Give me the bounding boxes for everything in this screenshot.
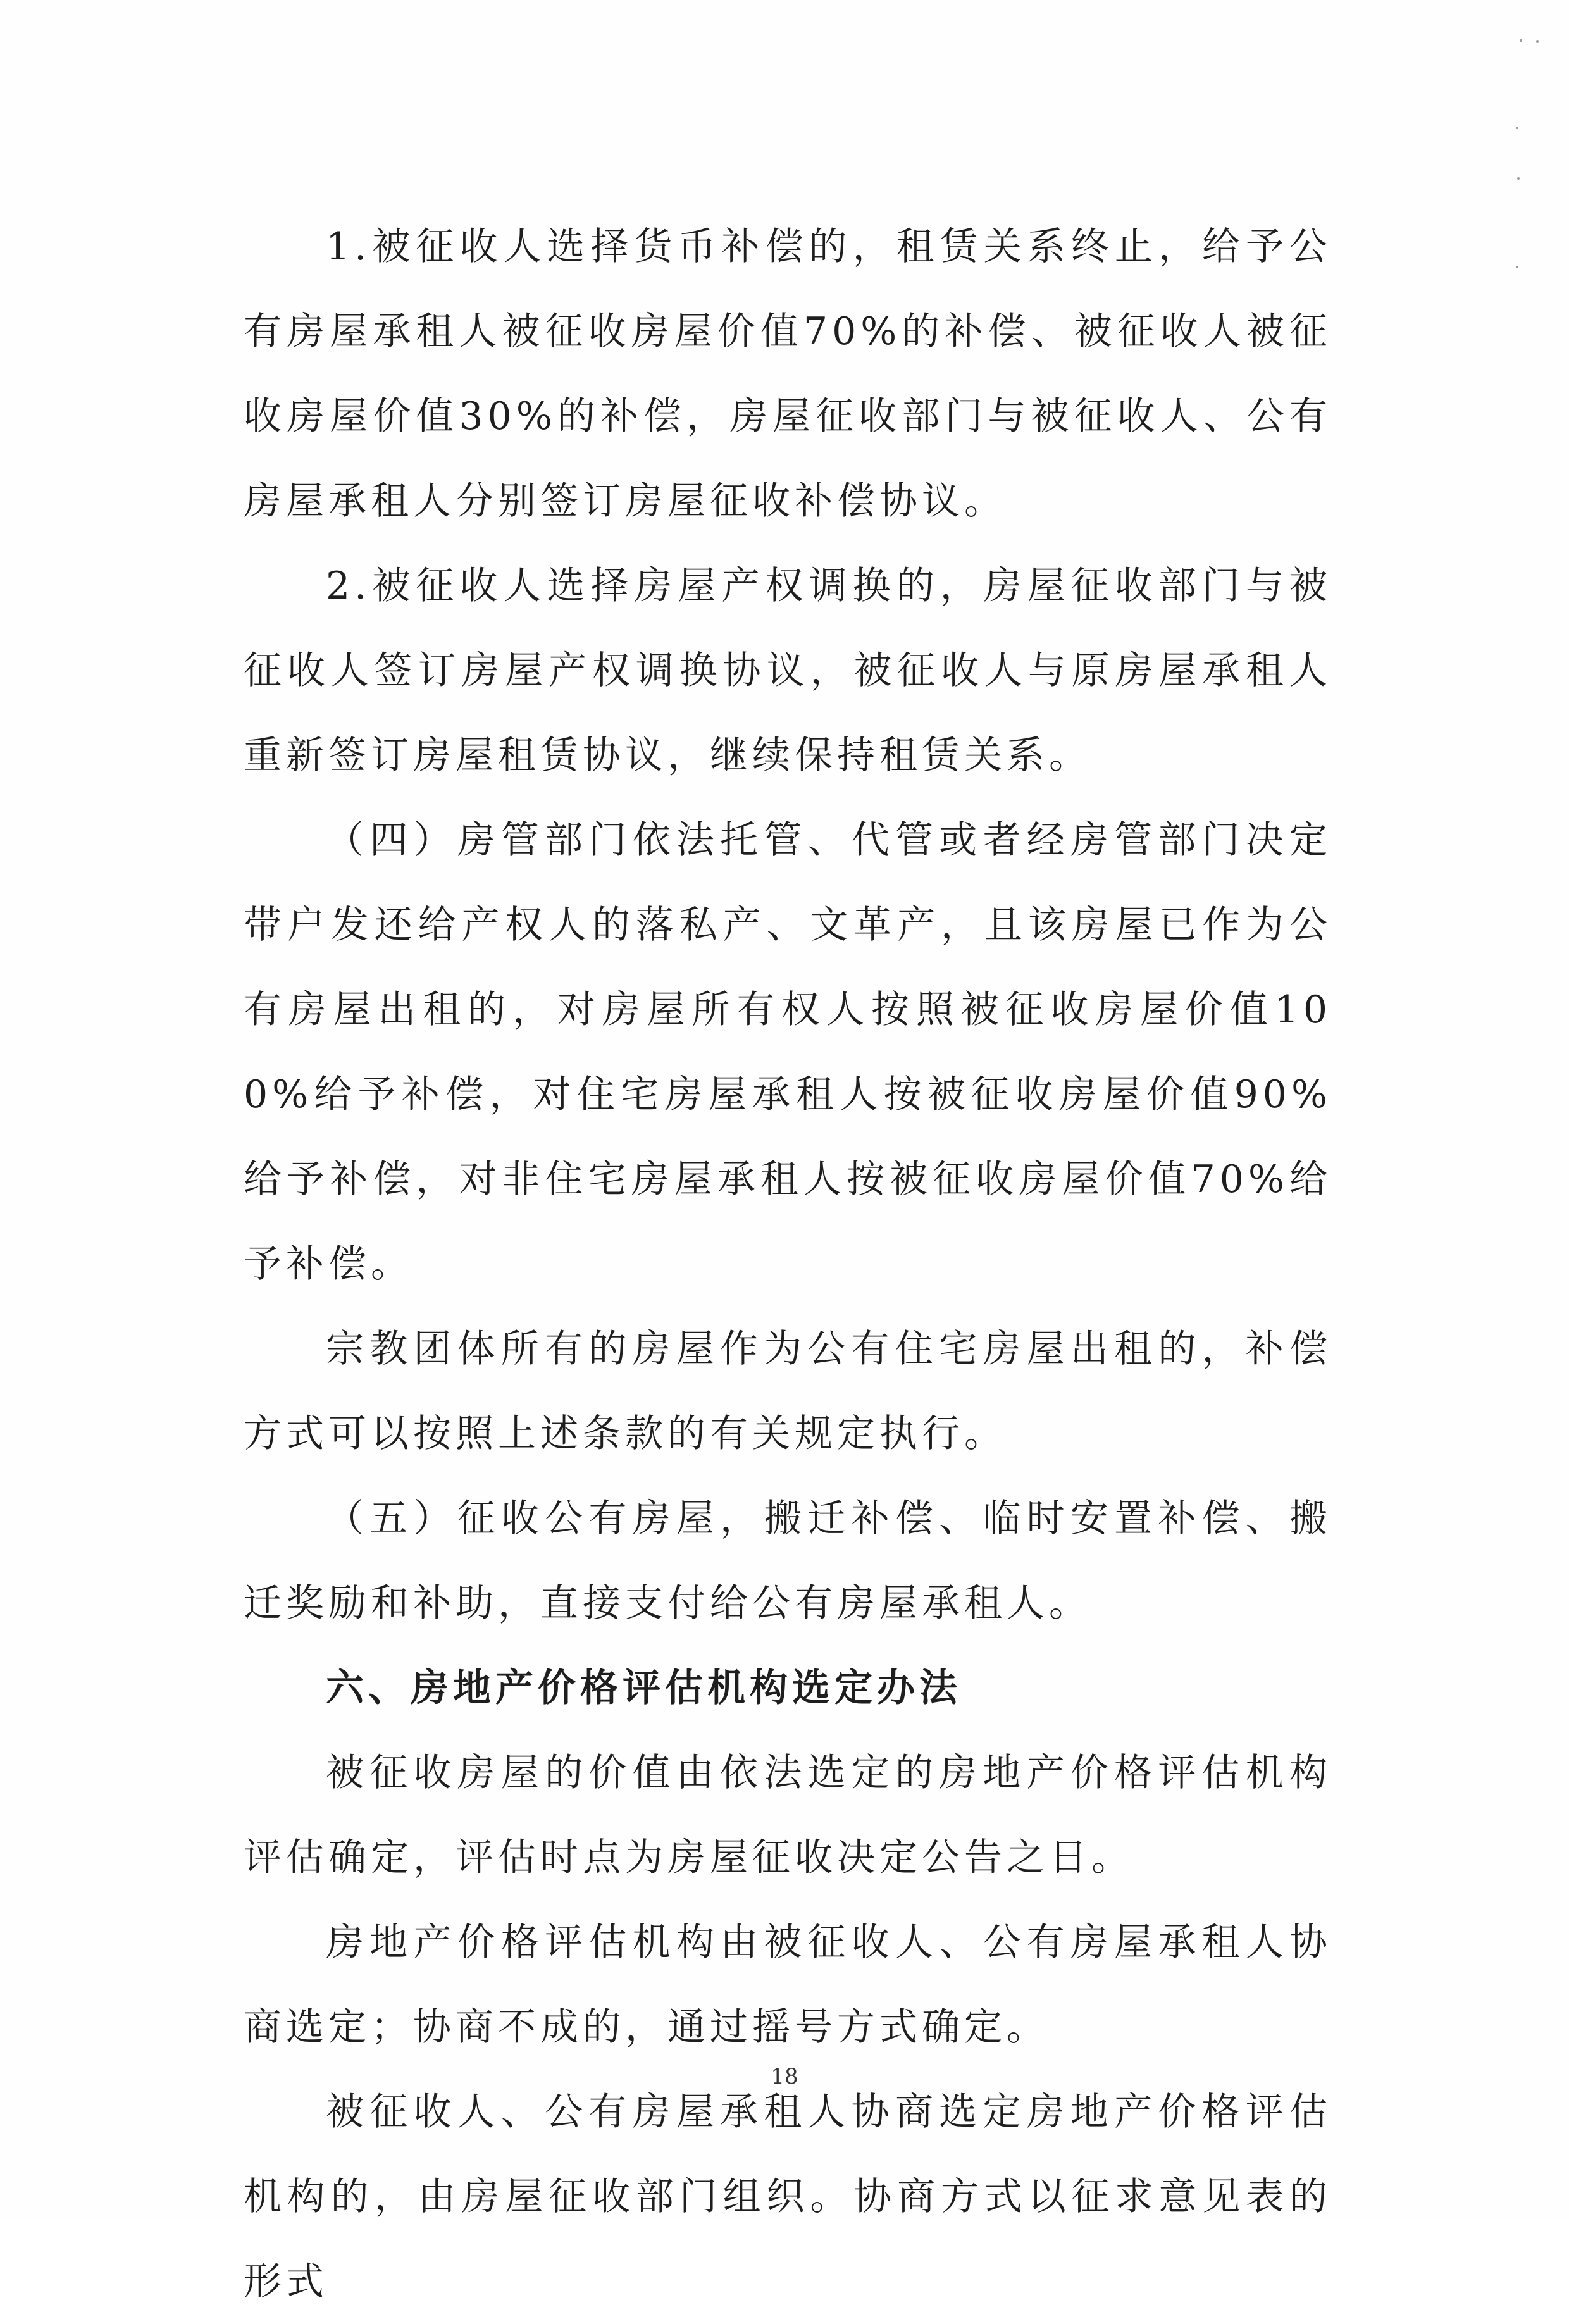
paragraph: 2.被征收人选择房屋产权调换的，房屋征收部门与被征收人签订房屋产权调换协议，被征收人与原房屋承租人重新签订房屋租赁协议，继续保持租赁关系。 xyxy=(244,564,1332,778)
paragraph: 宗教团体所有的房屋作为公有住宅房屋出租的，补偿方式可以按照上述条款的有关规定执行。 xyxy=(244,1327,1332,1456)
paragraph: 1.被征收人选择货币补偿的，租赁关系终止，给予公有房屋承租人被征收房屋价值70%的补偿、被征收人被征收房屋价值30%的补偿，房屋征收部门与被征收人、公有房屋承租人分别签订房屋征收补偿协议。 xyxy=(244,225,1332,523)
paragraph: （五）征收公有房屋，搬迁补偿、临时安置补偿、搬迁奖励和补助，直接支付给公有房屋承租人。 xyxy=(244,1496,1332,1625)
paragraph: （四）房管部门依法托管、代管或者经房管部门决定带户发还给产权人的落私产、文革产，且该房屋已作为公有房屋出租的，对房屋所有权人按照被征收房屋价值100%给予补偿，对住宅房屋承租人按被征收房屋价值90%给予补偿，对非住宅房屋承租人按被征收房屋价值70%给予补偿。 xyxy=(244,818,1332,1286)
paragraph: 被征收房屋的价值由依法选定的房地产价格评估机构评估确定，评估时点为房屋征收决定公告之日。 xyxy=(244,1751,1332,1880)
document-body xyxy=(244,204,1332,2324)
paragraph: 被征收人、公有房屋承租人协商选定房地产价格评估机构的，由房屋征收部门组织。协商方式以征求意见表的形式 xyxy=(244,2090,1332,2304)
scan-speck xyxy=(1536,40,1539,43)
scan-speck xyxy=(1517,177,1520,180)
scan-speck xyxy=(1516,127,1518,129)
scan-speck xyxy=(1520,39,1522,42)
scan-speck xyxy=(1516,266,1518,268)
page-number: 18 xyxy=(771,2064,798,2089)
paragraph: 房地产价格评估机构由被征收人、公有房屋承租人协商选定；协商不成的，通过摇号方式确定。 xyxy=(244,1920,1332,2049)
section-heading: 六、房地产价格评估机构选定办法 xyxy=(326,1666,962,1710)
